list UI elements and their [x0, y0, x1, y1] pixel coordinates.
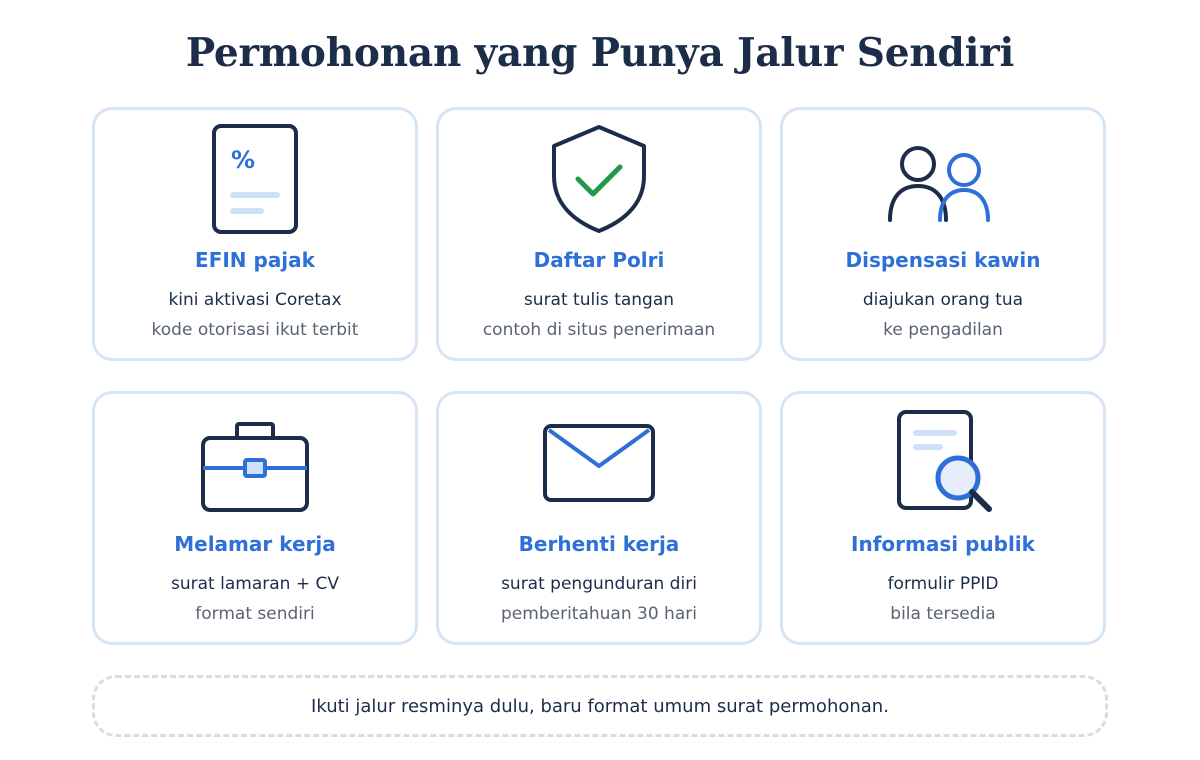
card-berhenti-kerja	[436, 391, 762, 645]
card-line1: surat lamaran + CV	[171, 574, 339, 594]
envelope-icon	[439, 408, 759, 518]
briefcase-icon	[95, 408, 415, 518]
footer-note	[92, 675, 1108, 737]
card-efin-pajak	[92, 107, 418, 361]
card-line2: ke pengadilan	[883, 320, 1003, 340]
card-title: Dispensasi kawin	[845, 248, 1041, 272]
card-daftar-polri	[436, 107, 762, 361]
card-informasi-publik	[780, 391, 1106, 645]
card-line1: surat tulis tangan	[523, 290, 675, 310]
card-title: Daftar Polri	[533, 248, 665, 272]
footer-text: Ikuti jalur resminya dulu, baru format umum surat permohonan.	[311, 695, 889, 717]
card-line2: contoh di situs penerimaan	[482, 320, 716, 340]
two-people-icon	[783, 124, 1103, 234]
document-search-icon	[783, 408, 1103, 518]
card-line2: kode otorisasi ikut terbit	[151, 320, 359, 340]
card-line1: surat pengunduran diri	[501, 574, 697, 594]
card-line1: diajukan orang tua	[862, 290, 1024, 310]
card-line2: format sendiri	[195, 604, 315, 624]
card-dispensasi-kawin	[780, 107, 1106, 361]
card-line1: kini aktivasi Coretax	[168, 290, 342, 310]
card-line2: pemberitahuan 30 hari	[501, 604, 697, 624]
tax-document-icon	[95, 124, 415, 234]
card-line1: formulir PPID	[887, 574, 999, 594]
card-title: Berhenti kerja	[518, 532, 680, 556]
card-title: Melamar kerja	[174, 532, 336, 556]
shield-check-icon	[439, 124, 759, 234]
card-melamar-kerja	[92, 391, 418, 645]
svg-text:%: %	[230, 146, 256, 174]
card-title: Informasi publik	[851, 532, 1035, 556]
page-title: Permohonan yang Punya Jalur Sendiri	[185, 30, 1015, 76]
card-line2: bila tersedia	[890, 604, 996, 624]
card-title: EFIN pajak	[195, 248, 315, 272]
